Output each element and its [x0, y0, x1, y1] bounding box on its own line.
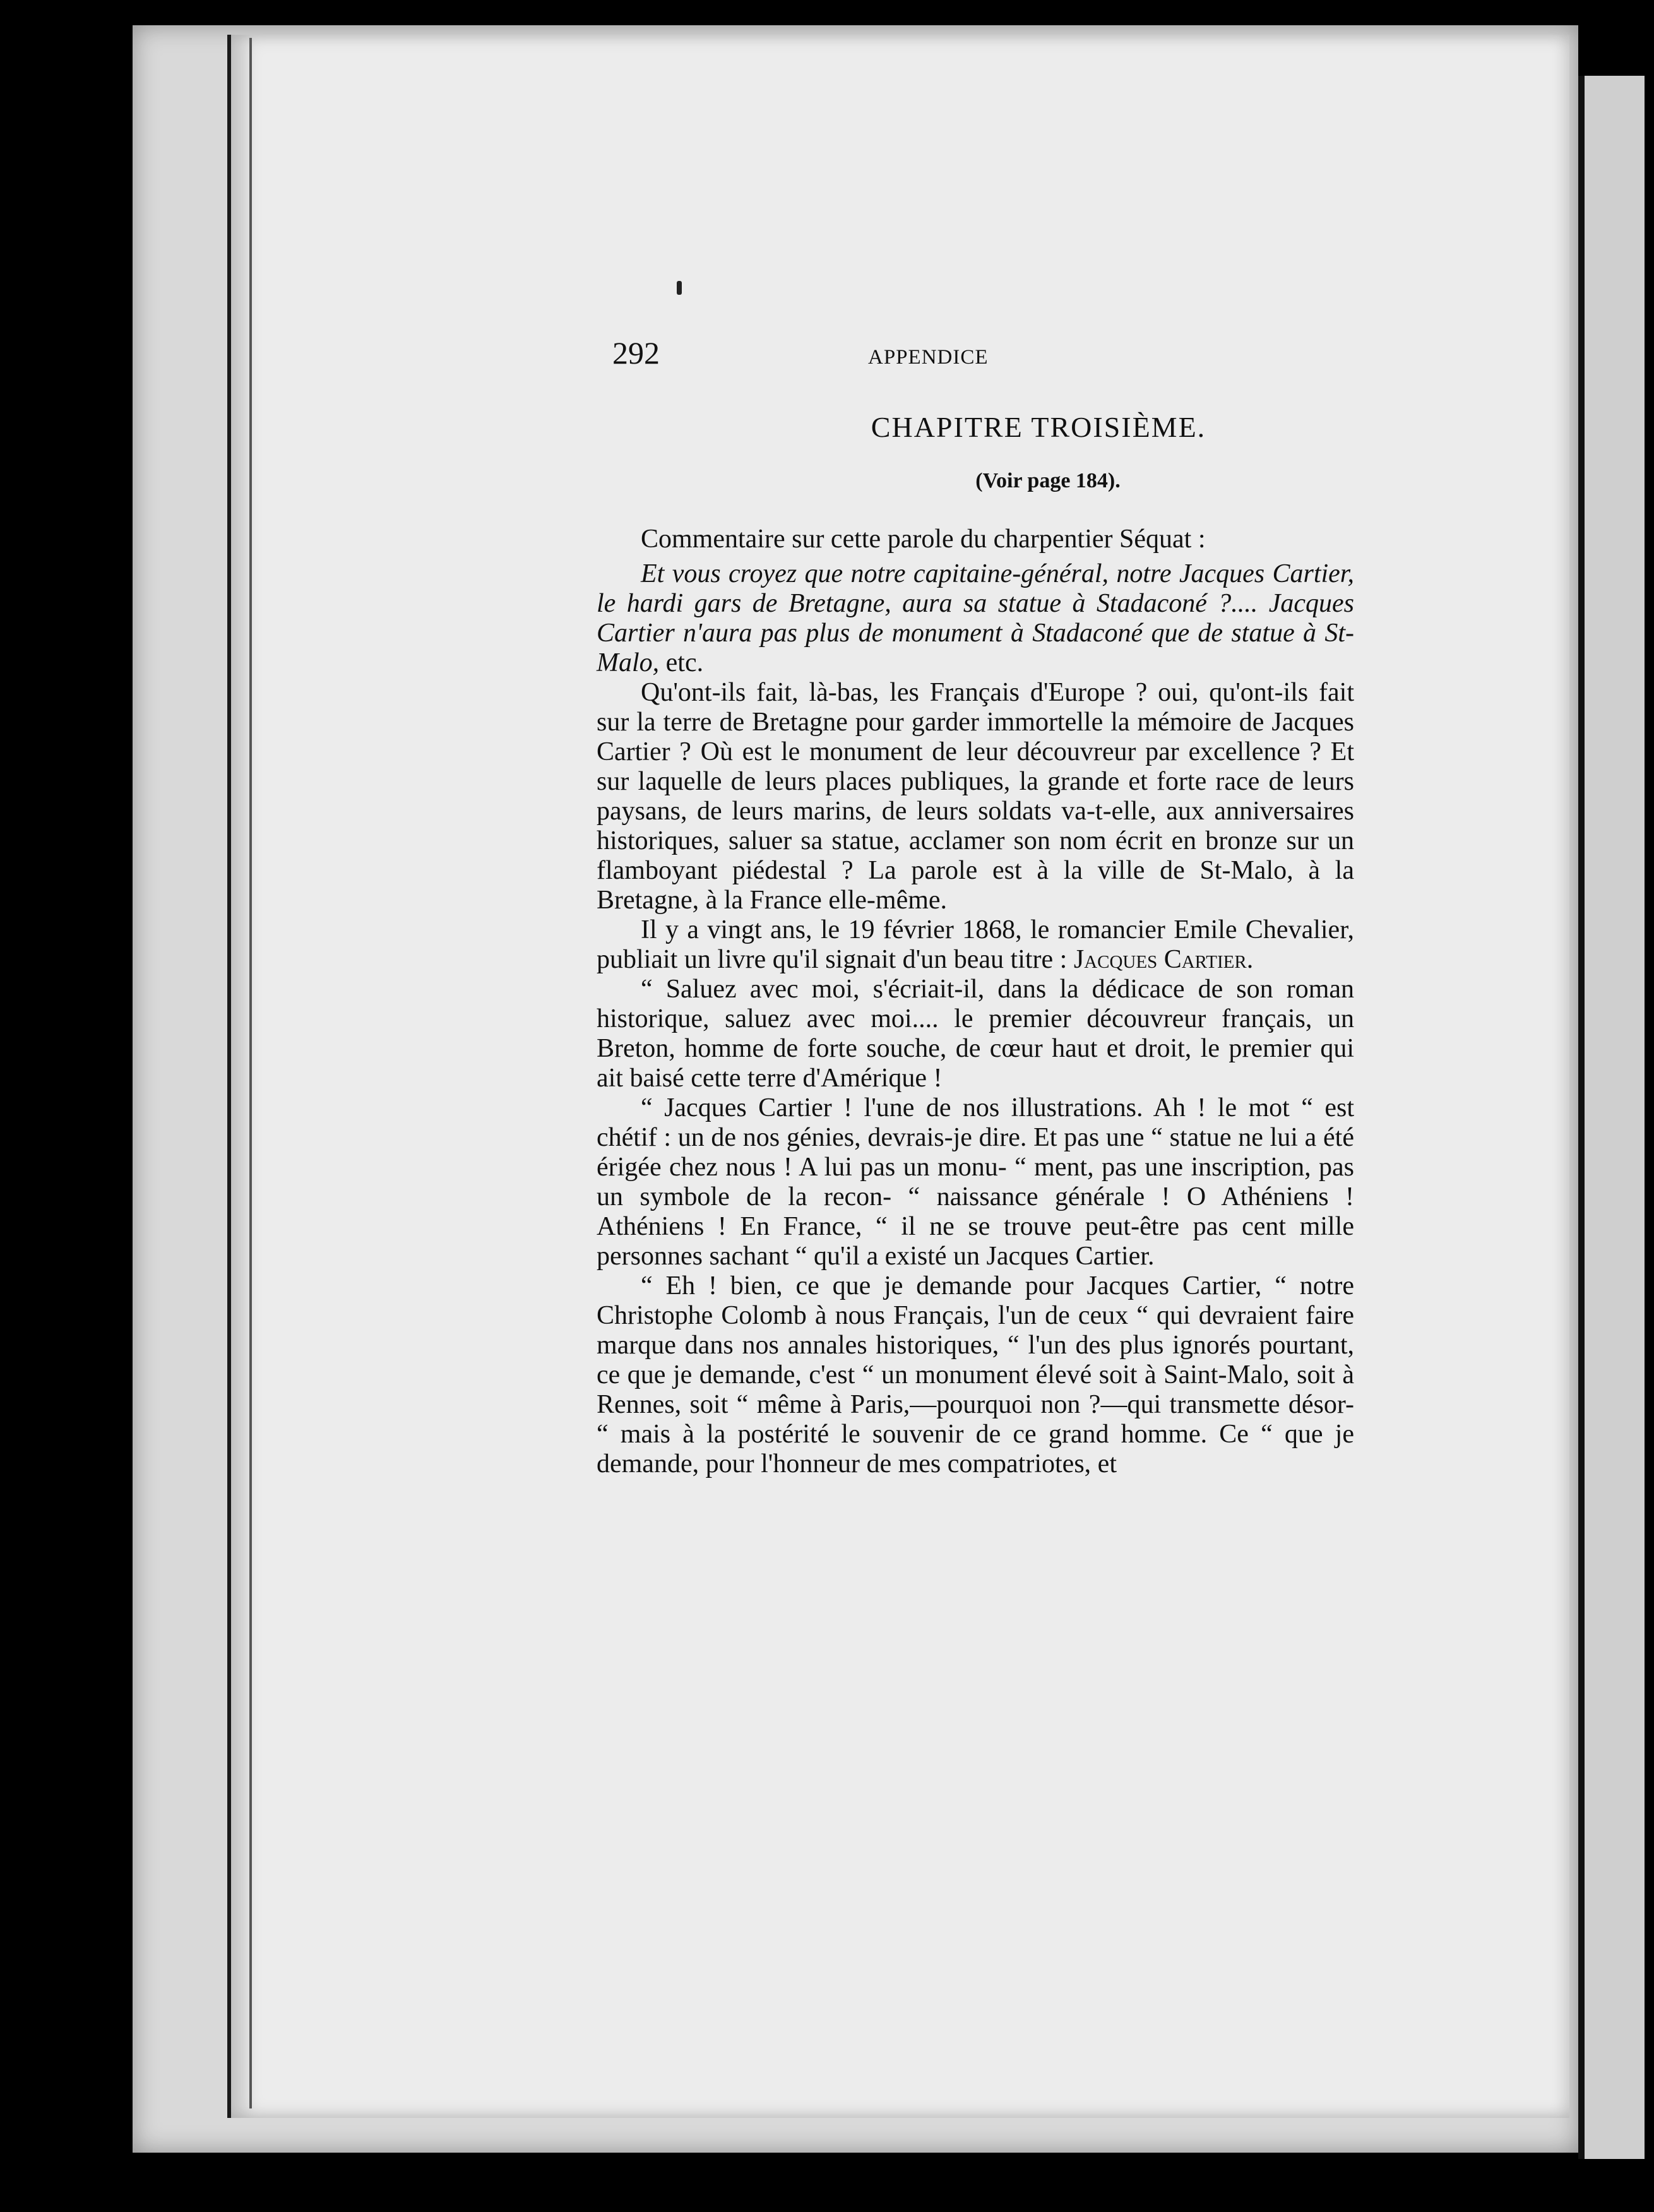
- running-title: APPENDICE: [868, 346, 989, 369]
- paragraph-demand: “ Eh ! bien, ce que je demande pour Jacques Cartier, “ notre Christophe Colomb à nous Français, l'un de ceux “ qui devraient faire marque dans nos annales historiques, “ l'un des plus ignorés pourtant, ce que je demande, c'est “ un monument élevé soit à Saint-Malo, soit à Rennes, soit “ même à Paris,—pourquoi non ?—qui transmette désor- “ mais à la postérité le souvenir de ce grand homme. Ce “ que je demande, pour l'honneur de mes compatriotes, et: [597, 1271, 1354, 1478]
- facing-page-strip: [1578, 76, 1645, 2159]
- paragraph-question: Qu'ont-ils fait, là-bas, les Français d'Europe ? oui, qu'ont-ils fait sur la terre de Bretagne pour garder immortelle la mémoire de Jacques Cartier ? Où est le monument de leur découvreur par excellence ? Et sur laquelle de leurs places publiques, la grande et forte race de leurs paysans, de leurs marins, de leurs soldats va-t-elle, aux anniversaires historiques, saluer sa statue, acclamer son nom écrit en bronze sur un flamboyant piédestal ? La parole est à la ville de St-Malo, à la Bretagne, à la France elle-même.: [597, 678, 1354, 915]
- commentary-intro: Commentaire sur cette parole du charpentier Séquat :: [641, 525, 1206, 554]
- page-number: 292: [612, 335, 660, 371]
- paragraph-dedication: “ Saluez avec moi, s'écriait-il, dans la dédicace de son roman historique, saluez avec moi.... le premier découvreur français, un Breton, homme de forte souche, de cœur haut et droit, le premier qui ait baisé cette terre d'Amérique !: [597, 975, 1354, 1093]
- paragraph-chevalier-end: .: [1246, 945, 1254, 974]
- paragraph-chevalier: [597, 915, 1354, 975]
- book-title: Jacques Cartier: [1073, 945, 1247, 974]
- ink-speck: [677, 281, 682, 295]
- quoted-passage-italic: Et vous croyez que notre capitaine-général, notre Jacques Cartier, le hardi gars de Bretagne, aura sa statue à Stadaconé ?.... Jacques Cartier n'aura pas plus de monument à Stadaconé que de statue à St-Malo,: [597, 559, 1354, 677]
- paragraph-chevalier-start: Il y a vingt ans, le 19 février 1868, le romancier Emile Chevalier, publiait un livre qu'il signait d'un beau titre :: [597, 915, 1354, 974]
- quoted-passage: [597, 559, 1354, 678]
- quoted-passage-tail: etc.: [659, 648, 704, 677]
- page-text-block: [597, 328, 1354, 1479]
- paragraph-illustrations: “ Jacques Cartier ! l'une de nos illustrations. Ah ! le mot “ est chétif : un de nos génies, devrais-je dire. Et pas une “ statue ne lui a été érigée chez nous ! A lui pas un monu- “ ment, pas une inscription, pas un symbole de la recon- “ naissance générale ! O Athéniens ! Athéniens ! En France, “ il ne se trouve peut-être pas cent mille personnes sachant “ qu'il a existé un Jacques Cartier.: [597, 1093, 1354, 1271]
- page-reference: (Voir page 184).: [975, 469, 1121, 492]
- chapter-title: CHAPITRE TROISIÈME.: [871, 411, 1206, 443]
- running-head: [597, 328, 1354, 385]
- page-edge-line: [249, 38, 252, 2108]
